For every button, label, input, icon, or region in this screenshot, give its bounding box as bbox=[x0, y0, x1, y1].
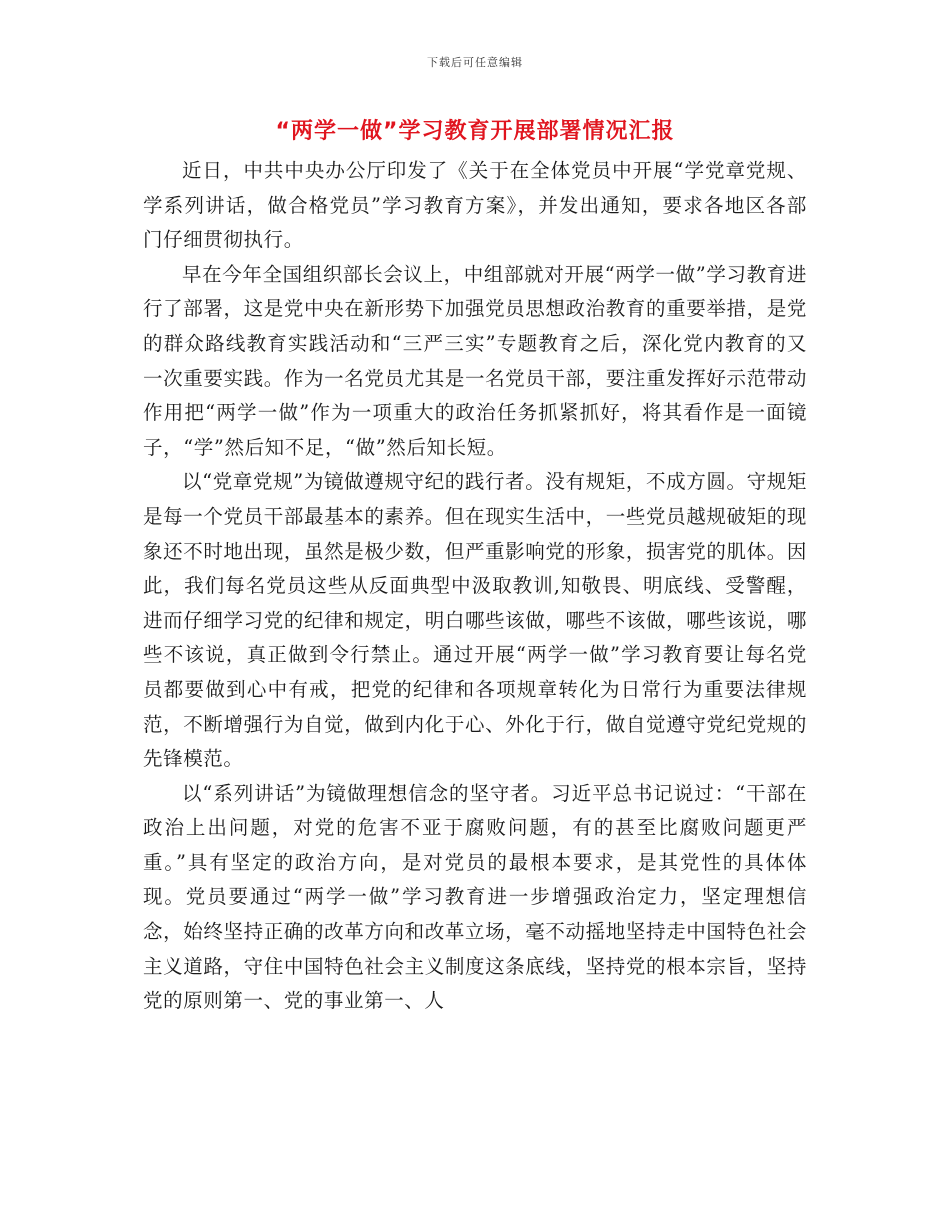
paragraph-1: 近日，中共中央办公厅印发了《关于在全体党员中开展“学党章党规、学系列讲话，做合格党员”学习教育方案》，并发出通知，要求各地区各部门仔细贯彻执行。 bbox=[143, 159, 807, 252]
paragraph-3: 以“党章党规”为镜做遵规守纪的践行者。没有规矩，不成方圆。守规矩是每一个党员干部最基本的素养。但在现实生活中，一些党员越规破矩的现象还不时地出现，虽然是极少数，但严重影响党的形象，损害党的肌体。因此，我们每名党员这些从反面典型中汲取教训,知敬畏、明底线、受警醒，进而仔细学习党的纪律和规定，明白哪些该做，哪些不该做，哪些该说，哪些不该说，真正做到令行禁止。通过开展“两学一做”学习教育要让每名党员都要做到心中有戒，把党的纪律和各项规章转化为日常行为重要法律规范，不断增强行为自觉，做到内化于心、外化于行，做自觉遵守党纪党规的先锋模范。 bbox=[143, 470, 807, 771]
paragraph-4: 以“系列讲话”为镜做理想信念的坚守者。习近平总书记说过：“干部在政治上出问题，对党的危害不亚于腐败问题，有的甚至比腐败问题更严重。”具有坚定的政治方向，是对党员的最根本要求，是其党性的具体体现。党员要通过“两学一做”学习教育进一步增强政治定力，坚定理想信念，始终坚持正确的改革方向和改革立场，毫不动摇地坚持走中国特色社会主义道路，守住中国特色社会主义制度这条底线，坚持党的根本宗旨，坚持党的原则第一、党的事业第一、人 bbox=[143, 781, 807, 1013]
document-body bbox=[143, 154, 807, 1019]
header-note: 下载后可任意编辑 bbox=[427, 56, 523, 69]
document-title: “两学一做”学习教育开展部署情况汇报 bbox=[275, 119, 675, 144]
paragraph-2: 早在今年全国组织部长会议上，中组部就对开展“两学一做”学习教育进行了部署，这是党中央在新形势下加强党员思想政治教育的重要举措，是党的群众路线教育实践活动和“三严三实”专题教育之后，深化党内教育的又一次重要实践。作为一名党员尤其是一名党员干部，要注重发挥好示范带动作用把“两学一做”作为一项重大的政治任务抓紧抓好，将其看作是一面镜子，“学”然后知不足，“做”然后知长短。 bbox=[143, 262, 807, 459]
